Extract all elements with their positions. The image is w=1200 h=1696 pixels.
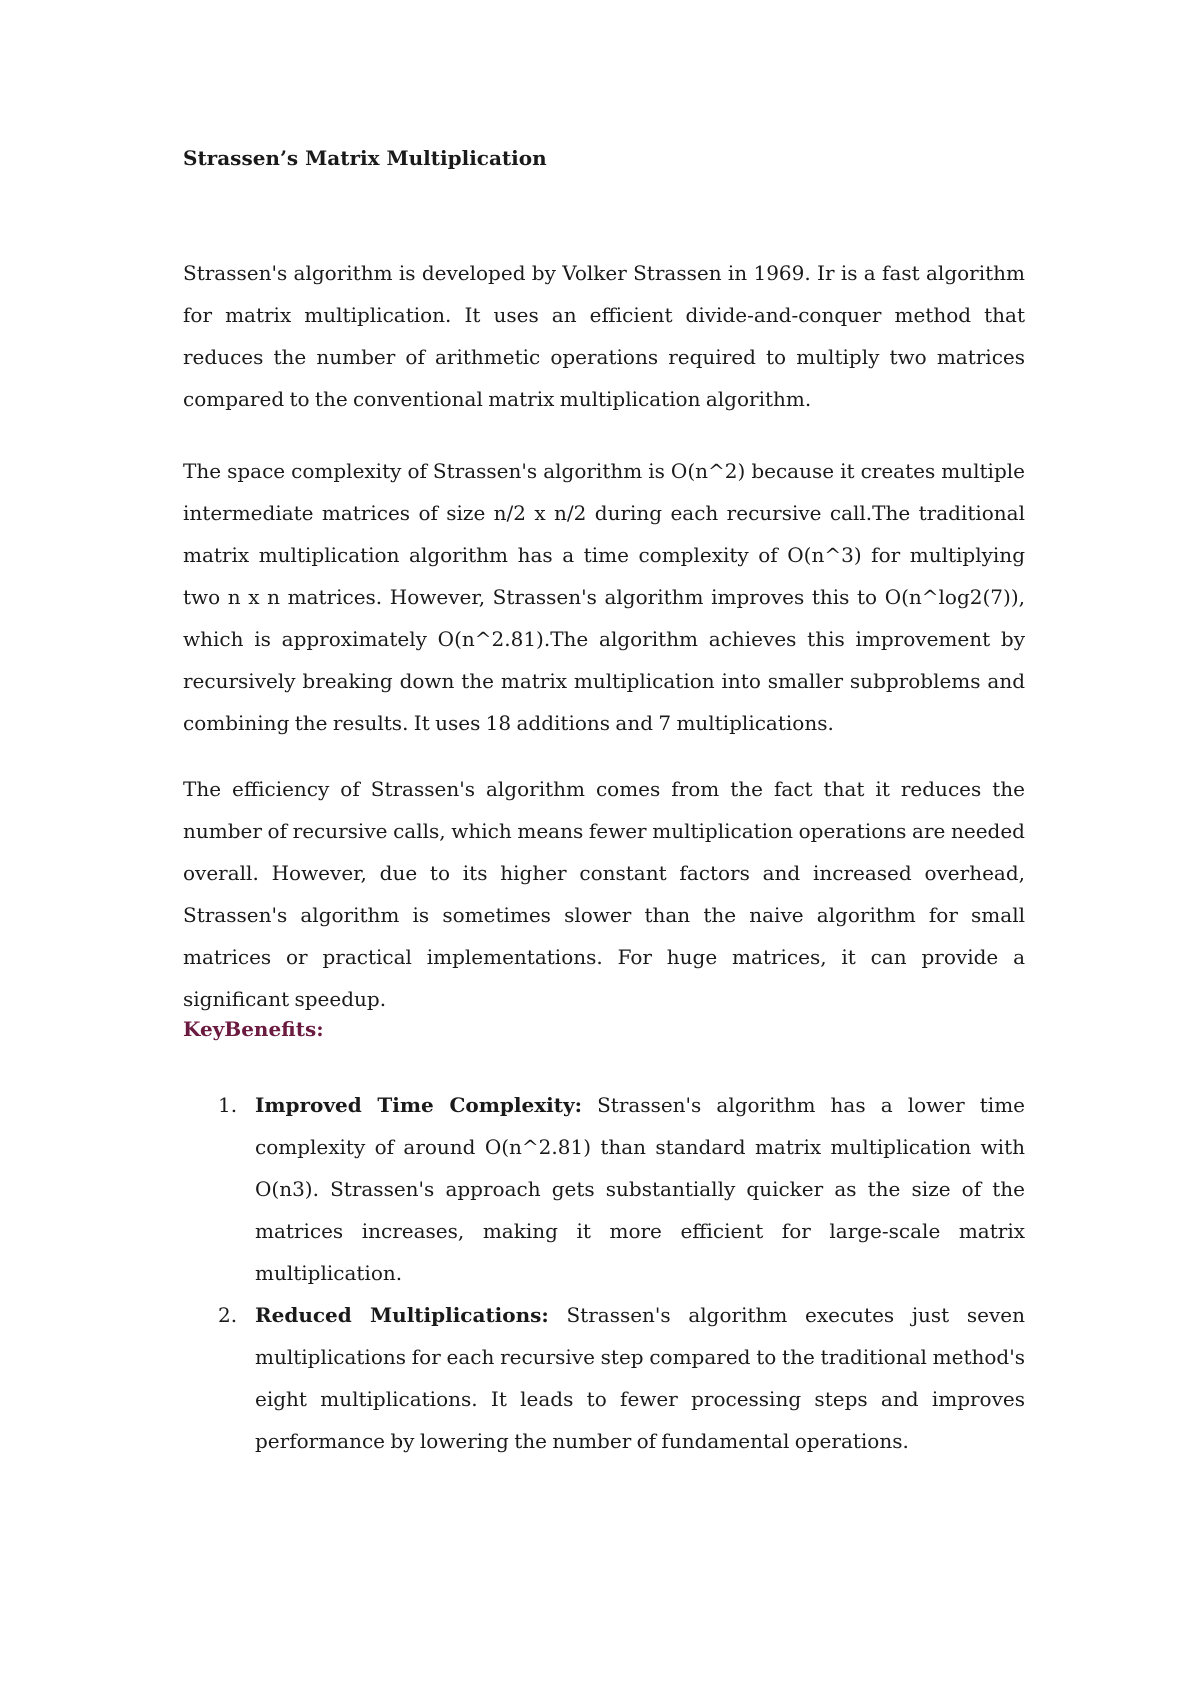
benefit-item (183, 1294, 1025, 1462)
document-title: Strassen’s Matrix Multiplication (183, 146, 547, 170)
benefit-text: Strassen's algorithm executes just seven multiplications for each recursive step compared to the traditional method's eight multiplications. It leads to fewer processing steps and improves performance by lowering the number of fundamental operations. (255, 1303, 1025, 1453)
benefits-list (183, 1084, 1025, 1462)
benefit-term: Reduced Multiplications: (255, 1303, 549, 1327)
paragraph-efficiency: The efficiency of Strassen's algorithm comes from the fact that it reduces the number of recursive calls, which means fewer multiplication operations are needed overall. However, due to its higher constant factors and increased overhead, Strassen's algorithm is sometimes slower than the naive algorithm for small matrices or practical implementations. For huge matrices, it can provide a significant speedup. (183, 777, 1025, 1011)
paragraph-intro: Strassen's algorithm is developed by Volker Strassen in 1969. Ir is a fast algorithm for matrix multiplication. It uses an efficient divide-and-conquer method that reduces the number of arithmetic operations required to multiply two matrices compared to the conventional matrix multiplication algorithm. (183, 261, 1025, 411)
paragraph-complexity: The space complexity of Strassen's algorithm is O(n^2) because it creates multiple intermediate matrices of size n/2 x n/2 during each recursive call.The traditional matrix multiplication algorithm has a time complexity of O(n^3) for multiplying two n x n matrices. However, Strassen's algorithm improves this to O(n^log2(7)), which is approximately O(n^2.81).The algorithm achieves this improvement by recursively breaking down the matrix multiplication into smaller subproblems and combining the results. It uses 18 additions and 7 multiplications. (183, 459, 1025, 735)
benefit-number: 2. (218, 1303, 238, 1327)
benefit-text: Strassen's algorithm has a lower time complexity of around O(n^2.81) than standard matrix multiplication with O(n3). Strassen's approach gets substantially quicker as the size of the matrices increases, making it more efficient for large-scale matrix multiplication. (255, 1093, 1026, 1285)
benefit-term: Improved Time Complexity: (255, 1093, 582, 1117)
benefit-item (183, 1084, 1025, 1294)
benefit-number: 1. (218, 1093, 238, 1117)
benefits-heading: KeyBenefits: (183, 1017, 324, 1041)
